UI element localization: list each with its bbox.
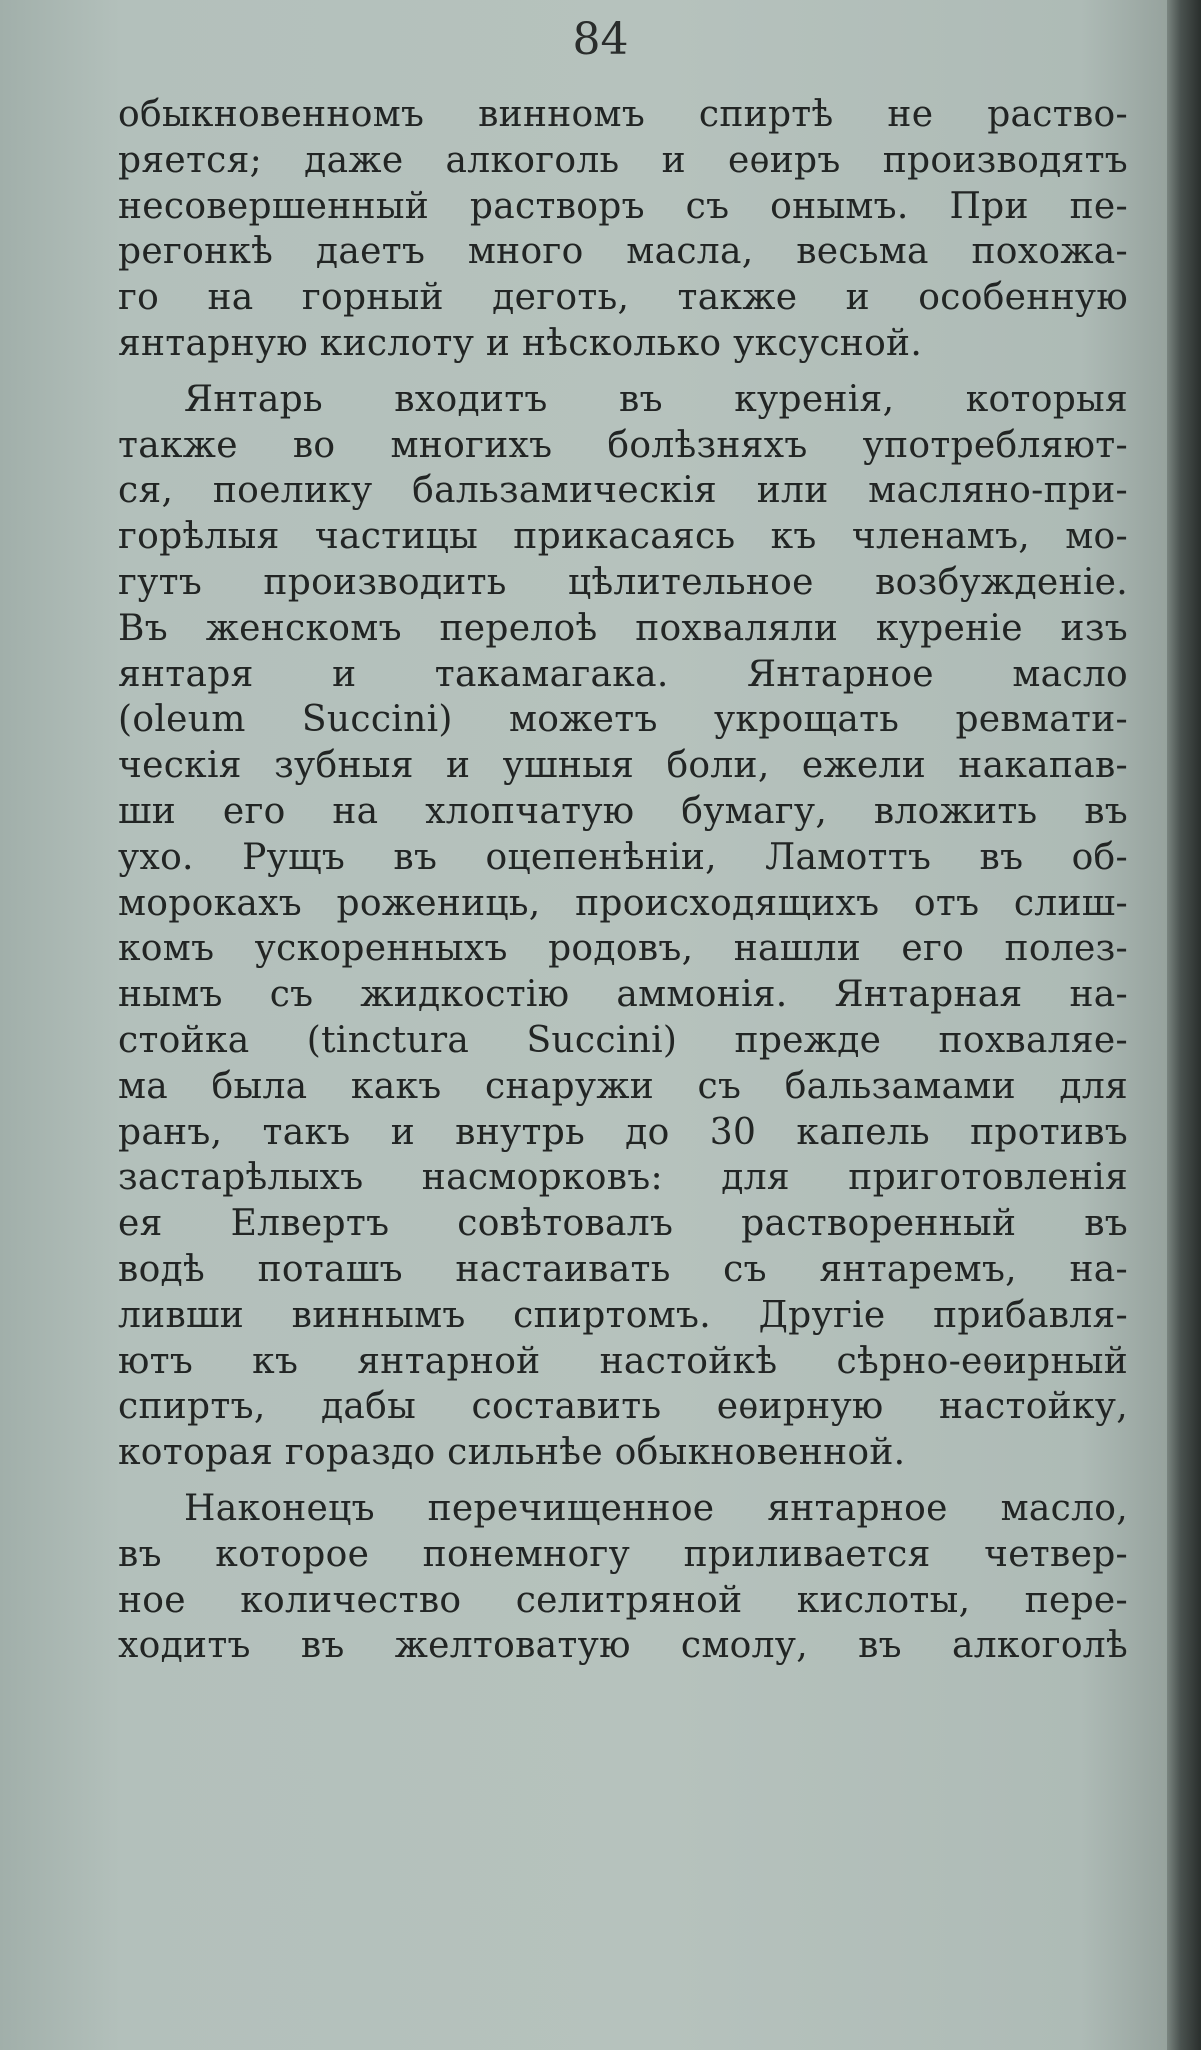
text-line: спиртъ, дабы составить еѳирную настойку, (118, 1386, 1128, 1428)
text-line: янтаря и такамагака. Янтарное масло (118, 653, 1128, 695)
book-spine-shadow (1167, 0, 1201, 2050)
body-text (118, 92, 1128, 1669)
text-line: ряется; даже алкоголь и еѳиръ производятъ (118, 139, 1128, 181)
text-line: ухо. Рущъ въ оцепенѣніи, Ламоттъ въ об- (118, 836, 1128, 878)
text-line: также во многихъ болѣзняхъ употребляют- (118, 424, 1128, 466)
text-line: ея Елвертъ совѣтовалъ растворенный въ (118, 1203, 1128, 1245)
paragraph (118, 92, 1128, 367)
text-line: несовершенный растворъ съ онымъ. При пе- (118, 185, 1128, 227)
text-line: ходитъ въ желтоватую смолу, въ алкоголѣ (118, 1625, 1128, 1667)
text-line: въ которое понемногу приливается четвер- (118, 1533, 1128, 1575)
text-line: ческія зубныя и ушныя боли, ежели накапав- (118, 745, 1128, 787)
paragraph (118, 1486, 1128, 1669)
text-line: горѣлыя частицы прикасаясь къ членамъ, мо- (118, 516, 1128, 558)
text-line: ютъ къ янтарной настойкѣ сѣрно-еѳирный (118, 1340, 1128, 1382)
text-line: которая гораздо сильнѣе обыкновенной. (118, 1432, 906, 1474)
text-line: водѣ поташъ настаивать съ янтаремъ, на- (118, 1248, 1128, 1290)
text-line: янтарную кислоту и нѣсколько уксусной. (118, 322, 923, 364)
text-line: ши его на хлопчатую бумагу, вложить въ (118, 790, 1128, 832)
text-line: стойка (tinctura Succini) прежде похваляе- (118, 1019, 1128, 1061)
text-line: морокахъ рожениць, происходящихъ отъ слиш- (118, 882, 1128, 924)
text-line: ное количество селитряной кислоты, пере- (118, 1579, 1128, 1621)
text-line: ранъ, такъ и внутрь до 30 капель противъ (118, 1111, 1128, 1153)
text-line: Янтарь входитъ въ куренія, которыя (184, 378, 1128, 420)
text-line: ма была какъ снаружи съ бальзамами для (118, 1065, 1128, 1107)
text-line: застарѣлыхъ насморковъ: для приготовленія (118, 1157, 1128, 1199)
text-line: Въ женскомъ перелоѣ похваляли куреніе изъ (118, 607, 1128, 649)
paragraph (118, 377, 1128, 1476)
text-line: го на горный деготь, также и особенную (118, 277, 1128, 319)
page-number: 84 (572, 14, 629, 65)
text-line: нымъ съ жидкостію аммонія. Янтарная на- (118, 974, 1128, 1016)
text-line: ливши виннымъ спиртомъ. Другіе прибавля- (118, 1294, 1128, 1336)
text-line: комъ ускоренныхъ родовъ, нашли его полез- (118, 928, 1128, 970)
text-line: ся, поелику бальзамическія или масляно-при- (118, 470, 1128, 512)
text-line: Наконецъ перечищенное янтарное масло, (184, 1487, 1128, 1529)
text-line: (oleum Succini) можетъ укрощать ревмати- (118, 699, 1128, 741)
text-line: гутъ производить цѣлительное возбужденіе. (118, 561, 1128, 603)
text-line: обыкновенномъ винномъ спиртѣ не раство- (118, 94, 1128, 135)
text-line: регонкѣ даетъ много масла, весьма похожа- (118, 231, 1128, 273)
